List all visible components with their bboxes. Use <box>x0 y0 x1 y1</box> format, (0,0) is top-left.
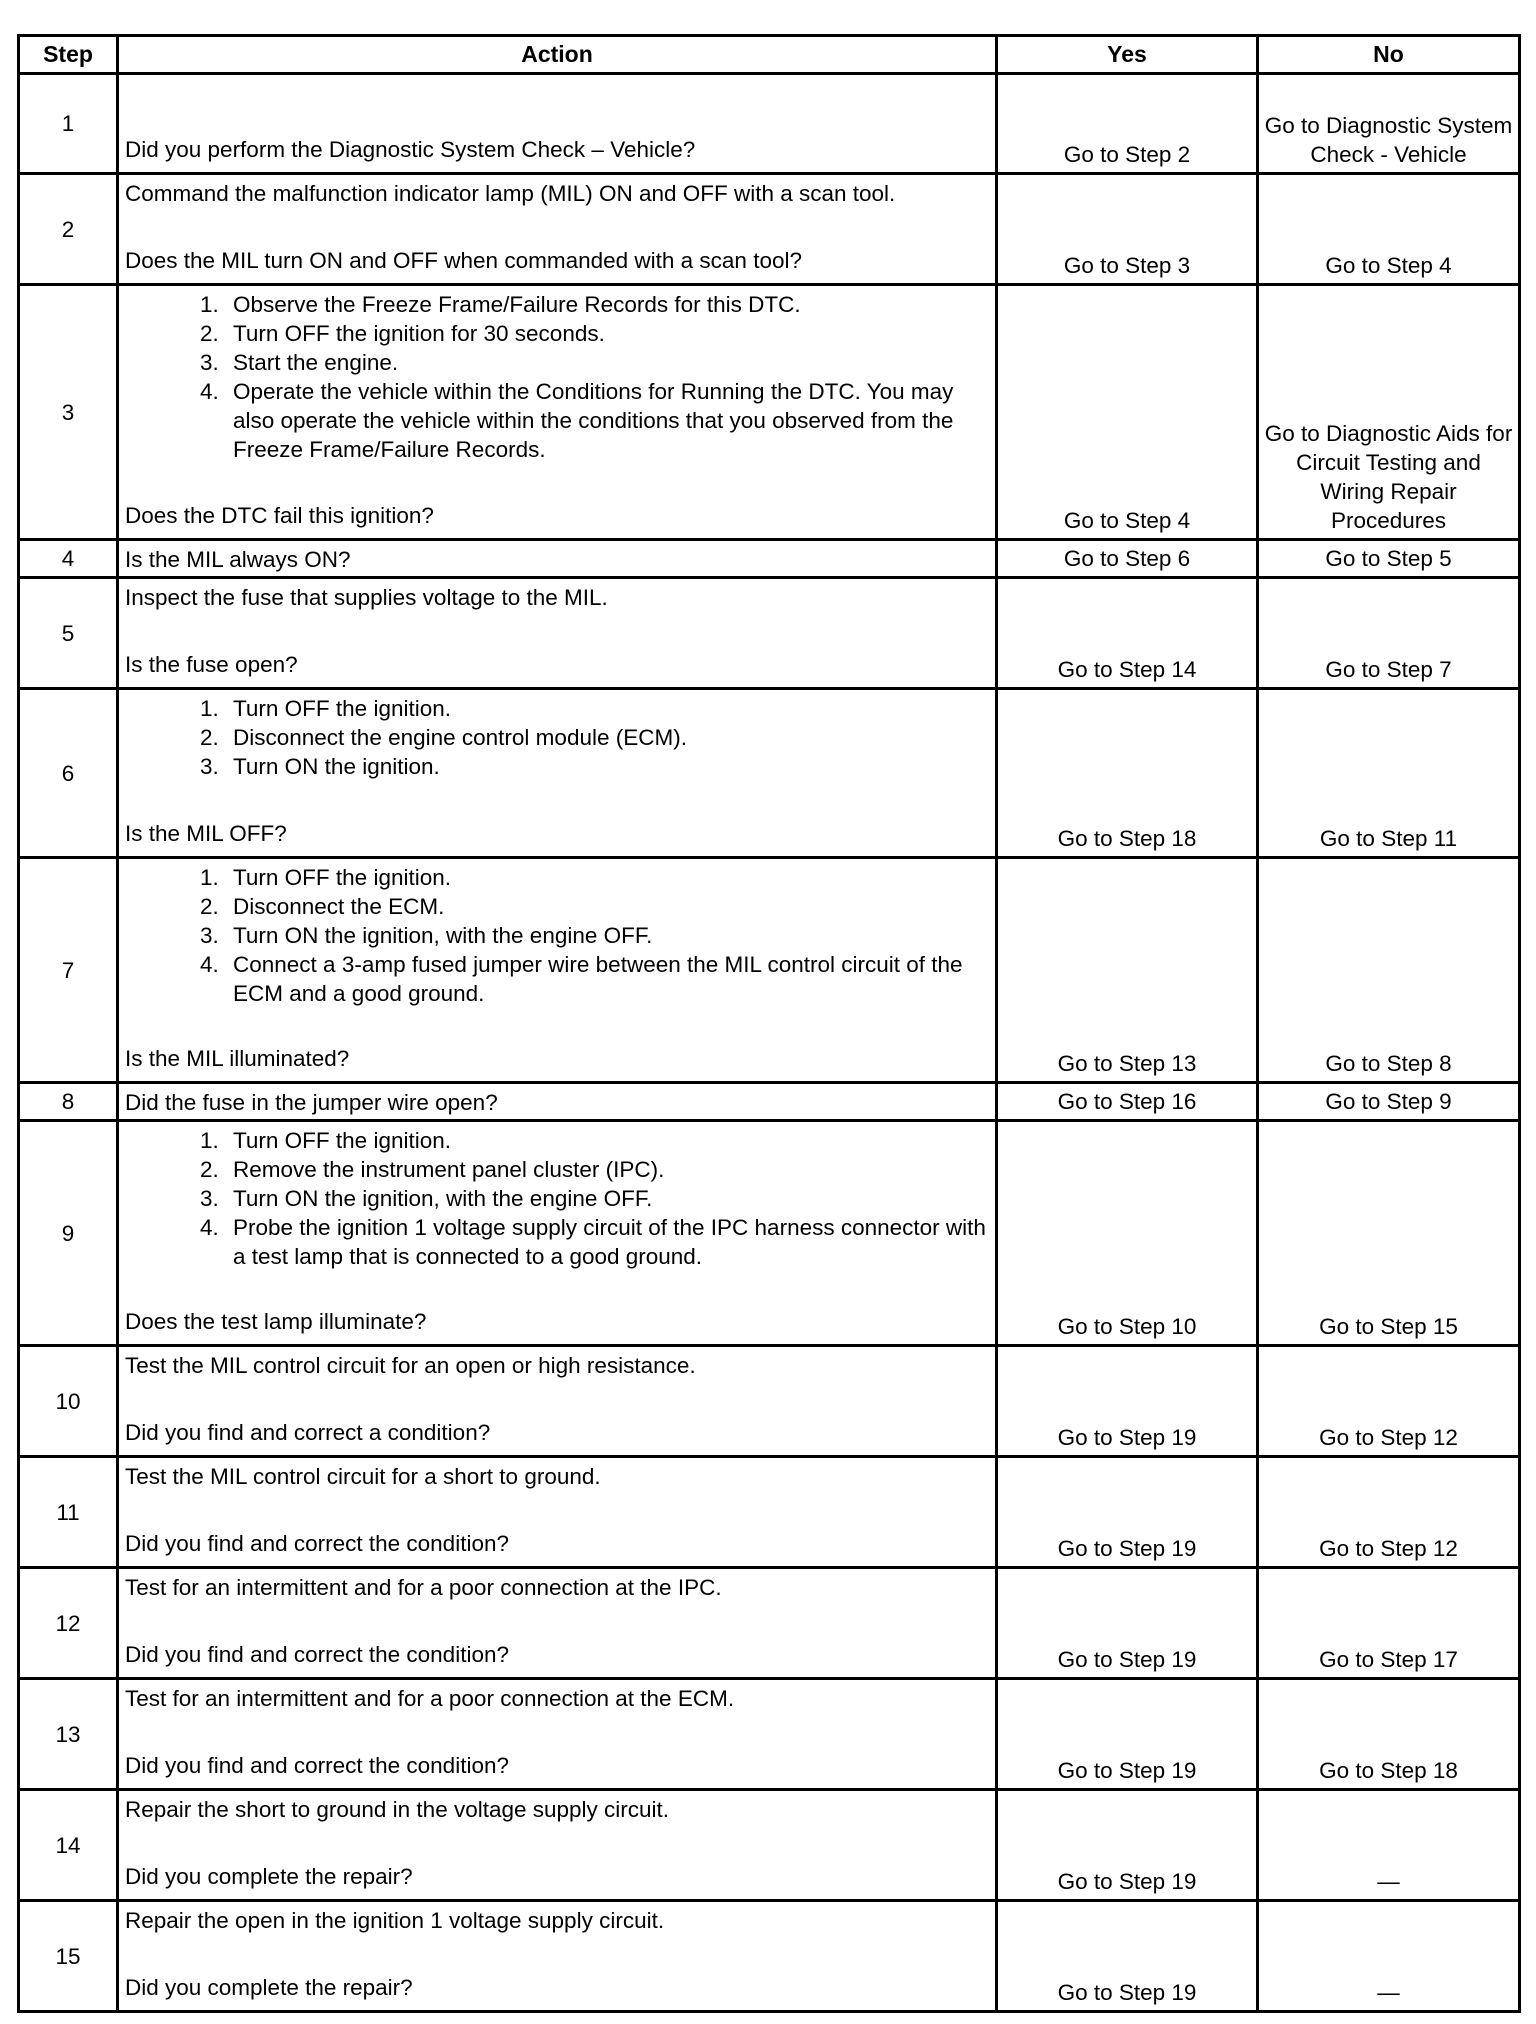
table-row <box>19 858 1520 1083</box>
action-top <box>125 179 989 208</box>
step-number: 4 <box>19 540 118 578</box>
no-result: Go to Diagnostic System Check - Vehicle <box>1258 74 1520 174</box>
action-question: Does the test lamp illuminate? <box>125 1309 427 1334</box>
procedure-list-item: 3. Turn ON the ignition. <box>225 752 989 781</box>
action-question: Did you find and correct the condition? <box>125 1531 509 1556</box>
action-cell <box>118 1457 997 1568</box>
action-top <box>125 1795 989 1824</box>
action-instruction: Test for an intermittent and for a poor connection at the IPC. <box>125 1575 722 1600</box>
no-result: Go to Step 12 <box>1258 1346 1520 1457</box>
yes-result: Go to Step 16 <box>997 1083 1258 1121</box>
action-top <box>125 1351 989 1380</box>
table-row <box>19 1083 1520 1121</box>
procedure-list-item: 2. Remove the instrument panel cluster (IPC). <box>225 1155 989 1184</box>
procedure-list-item: 4. Operate the vehicle within the Conditions for Running the DTC. You may also operate the vehicle within the conditions that you observed from the Freeze Frame/Failure Records. <box>225 377 989 464</box>
no-result: Go to Step 11 <box>1258 689 1520 858</box>
yes-result: Go to Step 19 <box>997 1679 1258 1790</box>
action-cell <box>118 1346 997 1457</box>
table-row <box>19 174 1520 285</box>
action-top <box>125 1573 989 1602</box>
procedure-list <box>125 694 989 781</box>
action-content <box>125 1462 989 1558</box>
action-question: Did you complete the repair? <box>125 1864 413 1889</box>
procedure-list-item: 2. Disconnect the engine control module (ECM). <box>225 723 989 752</box>
step-number: 11 <box>19 1457 118 1568</box>
no-result: Go to Step 15 <box>1258 1121 1520 1346</box>
action-top <box>125 694 989 781</box>
no-result: Go to Step 8 <box>1258 858 1520 1083</box>
action-question: Did the fuse in the jumper wire open? <box>125 1090 498 1115</box>
procedure-list-item: 3. Turn ON the ignition, with the engine OFF. <box>225 921 989 950</box>
action-content <box>125 863 989 1073</box>
yes-result: Go to Step 3 <box>997 174 1258 285</box>
action-top <box>125 1126 989 1271</box>
no-result: Go to Diagnostic Aids for Circuit Testing and Wiring Repair Procedures <box>1258 285 1520 540</box>
header-row <box>19 36 1520 74</box>
table-body <box>19 74 1520 2012</box>
yes-result: Go to Step 19 <box>997 1790 1258 1901</box>
action-cell <box>118 74 997 174</box>
action-instruction: Test the MIL control circuit for a short to ground. <box>125 1464 601 1489</box>
action-top <box>125 290 989 464</box>
header-no: No <box>1258 36 1520 74</box>
action-top <box>125 1906 989 1935</box>
action-content <box>125 1573 989 1669</box>
table-row <box>19 1568 1520 1679</box>
step-number: 13 <box>19 1679 118 1790</box>
procedure-list-item: 1. Turn OFF the ignition. <box>225 694 989 723</box>
action-instruction: Test the MIL control circuit for an open or high resistance. <box>125 1353 696 1378</box>
no-result: — <box>1258 1901 1520 2012</box>
action-top <box>125 863 989 1008</box>
table-row <box>19 1790 1520 1901</box>
step-number: 10 <box>19 1346 118 1457</box>
action-content <box>125 1351 989 1447</box>
table-row <box>19 689 1520 858</box>
table-row <box>19 1121 1520 1346</box>
table-row <box>19 578 1520 689</box>
header-step: Step <box>19 36 118 74</box>
procedure-list-item: 4. Connect a 3-amp fused jumper wire between the MIL control circuit of the ECM and a good ground. <box>225 950 989 1008</box>
action-question: Is the MIL always ON? <box>125 547 351 572</box>
no-result: Go to Step 5 <box>1258 540 1520 578</box>
action-question: Is the MIL illuminated? <box>125 1046 350 1071</box>
action-instruction: Test for an intermittent and for a poor connection at the ECM. <box>125 1686 735 1711</box>
table-row <box>19 1346 1520 1457</box>
step-number: 7 <box>19 858 118 1083</box>
no-result: — <box>1258 1790 1520 1901</box>
header-yes: Yes <box>997 36 1258 74</box>
yes-result: Go to Step 10 <box>997 1121 1258 1346</box>
step-number: 1 <box>19 74 118 174</box>
yes-result: Go to Step 13 <box>997 858 1258 1083</box>
no-result: Go to Step 7 <box>1258 578 1520 689</box>
action-question: Is the fuse open? <box>125 652 298 677</box>
yes-result: Go to Step 18 <box>997 689 1258 858</box>
step-number: 6 <box>19 689 118 858</box>
procedure-list <box>125 290 989 464</box>
action-cell <box>118 1790 997 1901</box>
step-number: 12 <box>19 1568 118 1679</box>
action-question: Does the DTC fail this ignition? <box>125 503 434 528</box>
action-cell <box>118 1121 997 1346</box>
step-number: 3 <box>19 285 118 540</box>
action-top <box>125 1462 989 1491</box>
table-row <box>19 1457 1520 1568</box>
action-instruction: Inspect the fuse that supplies voltage to the MIL. <box>125 585 608 610</box>
no-result: Go to Step 18 <box>1258 1679 1520 1790</box>
no-result: Go to Step 17 <box>1258 1568 1520 1679</box>
action-question: Does the MIL turn ON and OFF when commanded with a scan tool? <box>125 248 802 273</box>
action-content <box>125 1126 989 1336</box>
procedure-list-item: 2. Turn OFF the ignition for 30 seconds. <box>225 319 989 348</box>
step-number: 2 <box>19 174 118 285</box>
action-content <box>125 583 989 679</box>
step-number: 9 <box>19 1121 118 1346</box>
action-cell <box>118 1901 997 2012</box>
yes-result: Go to Step 19 <box>997 1346 1258 1457</box>
no-result: Go to Step 9 <box>1258 1083 1520 1121</box>
action-question: Did you find and correct the condition? <box>125 1642 509 1667</box>
action-instruction: Repair the open in the ignition 1 voltage supply circuit. <box>125 1908 665 1933</box>
step-number: 14 <box>19 1790 118 1901</box>
action-top <box>125 1684 989 1713</box>
table-row <box>19 285 1520 540</box>
procedure-list <box>125 1126 989 1271</box>
yes-result: Go to Step 6 <box>997 540 1258 578</box>
action-content <box>125 1795 989 1891</box>
action-cell <box>118 174 997 285</box>
action-cell <box>118 689 997 858</box>
action-instruction: Repair the short to ground in the voltage supply circuit. <box>125 1797 670 1822</box>
step-number: 15 <box>19 1901 118 2012</box>
procedure-list-item: 1. Turn OFF the ignition. <box>225 863 989 892</box>
action-cell <box>118 578 997 689</box>
action-content <box>125 179 989 275</box>
step-number: 8 <box>19 1083 118 1121</box>
action-question: Did you find and correct a condition? <box>125 1420 491 1445</box>
no-result: Go to Step 4 <box>1258 174 1520 285</box>
yes-result: Go to Step 14 <box>997 578 1258 689</box>
action-cell <box>118 1568 997 1679</box>
action-cell <box>118 858 997 1083</box>
table-row <box>19 1679 1520 1790</box>
action-question: Did you complete the repair? <box>125 1975 413 2000</box>
diagnostic-table <box>17 34 1521 2013</box>
action-content <box>125 1906 989 2002</box>
procedure-list-item: 1. Observe the Freeze Frame/Failure Records for this DTC. <box>225 290 989 319</box>
table-row <box>19 1901 1520 2012</box>
action-content <box>125 1088 989 1115</box>
procedure-list-item: 3. Start the engine. <box>225 348 989 377</box>
procedure-list-item: 2. Disconnect the ECM. <box>225 892 989 921</box>
table-row <box>19 540 1520 578</box>
yes-result: Go to Step 4 <box>997 285 1258 540</box>
action-cell <box>118 285 997 540</box>
yes-result: Go to Step 19 <box>997 1901 1258 2012</box>
procedure-list-item: 1. Turn OFF the ignition. <box>225 1126 989 1155</box>
action-question: Did you find and correct the condition? <box>125 1753 509 1778</box>
yes-result: Go to Step 19 <box>997 1568 1258 1679</box>
procedure-list-item: 3. Turn ON the ignition, with the engine OFF. <box>225 1184 989 1213</box>
no-result: Go to Step 12 <box>1258 1457 1520 1568</box>
action-content <box>125 79 989 164</box>
action-top <box>125 583 989 612</box>
action-cell <box>118 1679 997 1790</box>
action-instruction: Command the malfunction indicator lamp (MIL) ON and OFF with a scan tool. <box>125 181 896 206</box>
header-action: Action <box>118 36 997 74</box>
yes-result: Go to Step 19 <box>997 1457 1258 1568</box>
procedure-list-item: 4. Probe the ignition 1 voltage supply circuit of the IPC harness connector with a test lamp that is connected to a good ground. <box>225 1213 989 1271</box>
yes-result: Go to Step 2 <box>997 74 1258 174</box>
action-question: Is the MIL OFF? <box>125 821 287 846</box>
action-question: Did you perform the Diagnostic System Check – Vehicle? <box>125 137 696 162</box>
action-content <box>125 1684 989 1780</box>
action-content <box>125 545 989 572</box>
action-cell <box>118 540 997 578</box>
table-row <box>19 74 1520 174</box>
action-content <box>125 694 989 848</box>
action-cell <box>118 1083 997 1121</box>
procedure-list <box>125 863 989 1008</box>
step-number: 5 <box>19 578 118 689</box>
action-content <box>125 290 989 530</box>
